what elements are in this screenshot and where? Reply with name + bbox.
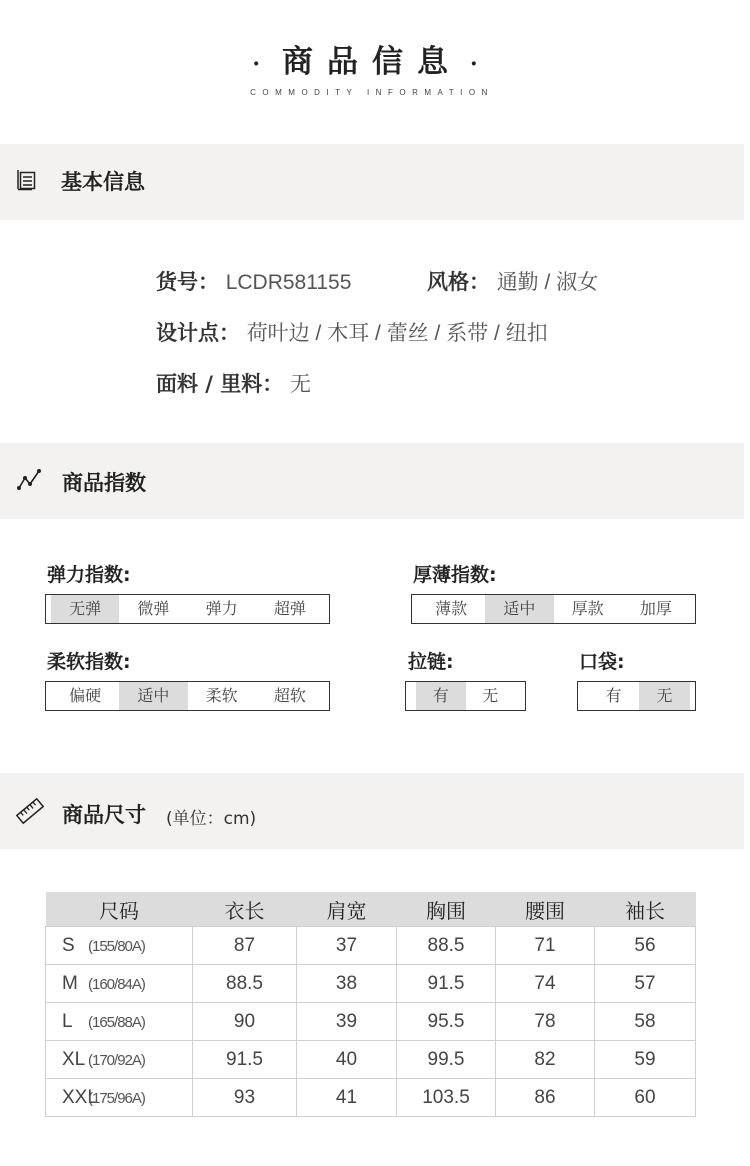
- sizes-title: 商品尺寸: [62, 803, 146, 827]
- softness-option-hard: 偏硬: [69, 686, 102, 705]
- pocket-label: 口袋:: [579, 651, 625, 673]
- sizes-header: [0, 773, 744, 849]
- size-cell: [46, 927, 193, 965]
- chest-cell: 99.5: [397, 1041, 496, 1079]
- softness-option-soft: 柔软: [205, 686, 238, 705]
- length-cell: 87: [193, 927, 297, 965]
- size-code: M: [62, 972, 78, 994]
- waist-cell: 78: [496, 1003, 595, 1041]
- size-cell: [46, 1041, 193, 1079]
- chest-cell: 91.5: [397, 965, 496, 1003]
- softness-label: 柔软指数:: [47, 651, 131, 673]
- column-header-chest: 胸围: [397, 892, 496, 927]
- style-label: 风格：: [427, 270, 490, 294]
- table-row: [46, 1003, 696, 1041]
- fabric-row: [156, 368, 311, 398]
- style-value: 通勤 / 淑女: [496, 271, 599, 294]
- length-cell: 88.5: [193, 965, 297, 1003]
- fabric-value: 无: [289, 373, 311, 396]
- sleeve-cell: 56: [595, 927, 696, 965]
- elasticity-option-slight: 微弹: [137, 599, 170, 618]
- sizes-unit: (单位：cm): [166, 809, 257, 829]
- style-row: [427, 266, 598, 296]
- softness-option-medium: 适中: [119, 682, 187, 710]
- thickness-option-thick: 厚款: [571, 599, 604, 618]
- basic-info-header: [0, 144, 744, 220]
- sleeve-cell: 60: [595, 1079, 696, 1117]
- elasticity-label: 弹力指数:: [47, 564, 131, 586]
- chest-cell: 88.5: [397, 927, 496, 965]
- table-row: [46, 927, 696, 965]
- shoulder-cell: 40: [297, 1041, 397, 1079]
- column-header-size: 尺码: [46, 892, 193, 927]
- length-cell: 91.5: [193, 1041, 297, 1079]
- size-cell: [46, 1079, 193, 1117]
- elasticity-option-none: 无弹: [51, 595, 119, 623]
- thickness-option-extra: 加厚: [639, 599, 672, 618]
- column-header-waist: 腰围: [496, 892, 595, 927]
- sleeve-cell: 57: [595, 965, 696, 1003]
- column-header-length: 衣长: [193, 892, 297, 927]
- zipper-scale: [405, 681, 526, 711]
- size-table: [45, 892, 696, 1117]
- trend-line-icon: [17, 468, 43, 492]
- shoulder-cell: 37: [297, 927, 397, 965]
- size-body: (175/96A): [88, 1089, 145, 1107]
- column-header-shoulder: 肩宽: [297, 892, 397, 927]
- thickness-option-thin: 薄款: [435, 599, 468, 618]
- ruler-icon: [15, 797, 45, 825]
- shoulder-cell: 41: [297, 1079, 397, 1117]
- table-row: [46, 1041, 696, 1079]
- elasticity-option-super: 超弹: [273, 599, 306, 618]
- size-code: XXL: [62, 1086, 98, 1108]
- title-dot-right: ·: [470, 50, 492, 77]
- thickness-option-medium: 适中: [485, 595, 553, 623]
- item-number-row: [156, 266, 351, 296]
- design-row: [156, 317, 548, 347]
- pocket-option-yes: 有: [605, 686, 622, 705]
- waist-cell: 74: [496, 965, 595, 1003]
- design-value: 荷叶边 / 木耳 / 蕾丝 / 系带 / 纽扣: [246, 322, 548, 345]
- size-code: L: [62, 1010, 73, 1032]
- zipper-label: 拉链:: [408, 651, 454, 673]
- size-body: (160/84A): [88, 975, 145, 993]
- table-row: [46, 1079, 696, 1117]
- shoulder-cell: 39: [297, 1003, 397, 1041]
- title-dot-left: ·: [252, 50, 274, 77]
- waist-cell: 71: [496, 927, 595, 965]
- page-subtitle: COMMODITY INFORMATION: [250, 88, 494, 97]
- sleeve-cell: 58: [595, 1003, 696, 1041]
- basic-info-title: 基本信息: [61, 170, 145, 194]
- waist-cell: 86: [496, 1079, 595, 1117]
- chest-cell: 95.5: [397, 1003, 496, 1041]
- title-text: 商品信息: [282, 44, 462, 80]
- size-body: (170/92A): [88, 1051, 145, 1069]
- shoulder-cell: 38: [297, 965, 397, 1003]
- document-icon: [17, 169, 37, 191]
- chest-cell: 103.5: [397, 1079, 496, 1117]
- zipper-option-yes: 有: [416, 682, 466, 710]
- table-row: [46, 965, 696, 1003]
- thickness-scale: [411, 594, 696, 624]
- size-cell: [46, 1003, 193, 1041]
- length-cell: 90: [193, 1003, 297, 1041]
- softness-scale: [45, 681, 330, 711]
- column-header-sleeve: 袖长: [595, 892, 696, 927]
- elasticity-scale: [45, 594, 330, 624]
- design-label: 设计点：: [156, 321, 240, 345]
- waist-cell: 82: [496, 1041, 595, 1079]
- size-body: (155/80A): [88, 937, 145, 955]
- softness-option-super: 超软: [273, 686, 306, 705]
- item-number-label: 货号：: [156, 270, 219, 294]
- size-body: (165/88A): [88, 1013, 145, 1031]
- pocket-scale: [577, 681, 696, 711]
- size-cell: [46, 965, 193, 1003]
- pocket-option-no: 无: [639, 682, 690, 710]
- size-code: S: [62, 934, 75, 956]
- page-title: [0, 36, 744, 81]
- elasticity-option-elastic: 弹力: [205, 599, 238, 618]
- item-number-value: LCDR581155: [225, 271, 352, 294]
- indices-title: 商品指数: [62, 471, 146, 495]
- fabric-label: 面料 / 里料：: [156, 372, 284, 396]
- zipper-option-no: 无: [482, 686, 499, 705]
- length-cell: 93: [193, 1079, 297, 1117]
- indices-header: [0, 443, 744, 519]
- size-table-header-row: [46, 892, 696, 927]
- size-code: XL: [62, 1048, 86, 1070]
- sleeve-cell: 59: [595, 1041, 696, 1079]
- thickness-label: 厚薄指数:: [413, 564, 497, 586]
